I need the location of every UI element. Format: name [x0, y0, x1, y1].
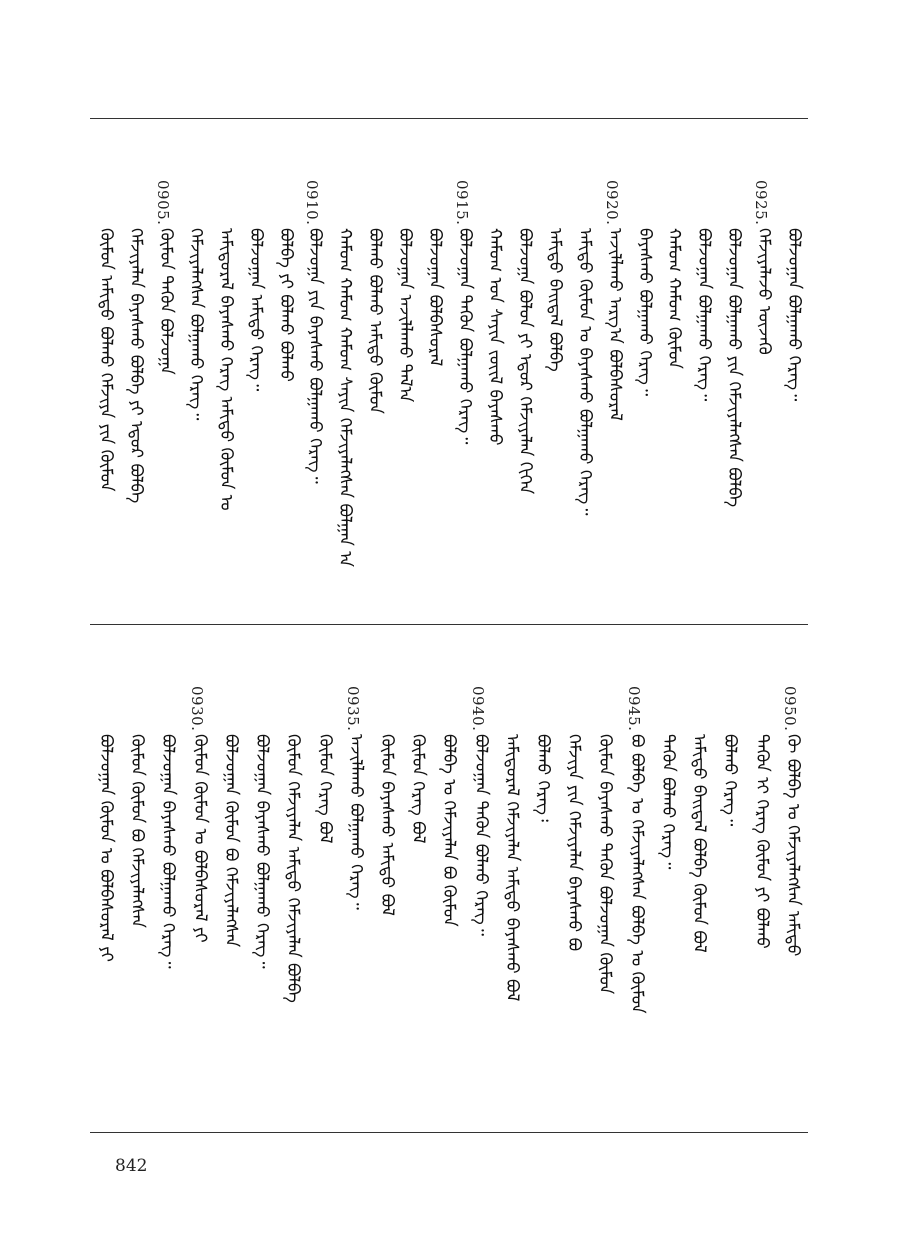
verse-text: ᠲᠡᠭᠦᠨ ᠢ ᠬᠡᠷᠡᠭ ᠬᠦᠮᠦᠨ ᠶᠢ ᠪᠣᠯᠬᠤ	[751, 734, 772, 949]
verse-text: ᠪᠣᠯᠬᠤ ᠪᠣᠯᠬᠤ ᠠᠮᠢᠳᠤ ᠬᠦᠮᠦᠨ	[365, 228, 386, 414]
verse-text: ᠠᠮᠢᠳᠤ ᠬᠦᠮᠦᠨ ᠤ ᠪᠠᠶᠠᠰᠬᠤ ᠪᠣᠯᠭᠠᠬᠤ ᠬᠡᠷᠡᠭ᠃	[574, 228, 595, 516]
text-line	[778, 130, 808, 600]
verse-text: ᠬᠠᠮᠤᠭ ᠬᠠᠮᠤᠭ ᠬᠦᠮᠦᠨ	[664, 228, 685, 369]
line-number: 0925.	[752, 180, 771, 226]
verse-text: ᠪᠣᠯᠬᠤ ᠬᠡᠷᠡᠭ᠃	[720, 734, 741, 827]
page-number: 842	[115, 1156, 148, 1176]
verse-text: ᠪᠣ ᠪᠣᠯᠪᠠ ᠤ ᠬᠡᠮᠵᠢᠶᠡᠯᠡᠭᠰᠡᠨ ᠪᠣᠯᠪᠠ ᠤ ᠬᠦᠮᠦᠨ	[626, 734, 647, 1014]
verse-text: ᠪᠣᠯᠵᠤᠭᠠᠨ ᠪᠣᠯᠭᠠᠬᠤ ᠶᠢᠨ ᠬᠡᠮᠵᠢᠶᠡᠯᠡᠭᠰᠡᠨ ᠪᠣᠯᠪᠠ	[724, 228, 745, 508]
verse-text: ᠪᠣᠯᠵᠤᠭᠠᠨ ᠪᠠᠶᠠᠰᠬᠤ ᠪᠣᠯᠭᠠᠬᠤ ᠬᠡᠷᠡᠭ᠃	[158, 734, 179, 969]
verse-text: ᠪᠣᠯᠵᠤᠭᠠᠨ ᠬᠦᠮᠦᠨ ᠤ ᠪᠣᠯᠪᠠᠰᠤᠷᠠᠯ ᠶᠢ	[96, 734, 116, 962]
verse-text: ᠪᠣᠯᠵᠤᠭᠠᠨ ᠲᠡᠭᠦᠨ ᠪᠣᠯᠬᠤ ᠬᠡᠷᠡᠭ᠃	[470, 734, 491, 936]
verse-text: ᠲᠡᠭᠦᠨ ᠪᠣᠯᠬᠤ ᠬᠡᠷᠡᠭ᠃	[657, 734, 678, 870]
line-number: 0920.	[602, 180, 621, 226]
verse-text: ᠠᠵᠢᠯᠯᠠᠬᠤ ᠠᠷᠭ᠎ᠠ ᠪᠣᠯᠪᠠᠰᠤᠷᠠᠯ	[604, 228, 625, 421]
verse-text: ᠬᠦᠮᠦᠨ ᠬᠦᠮᠦᠨ ᠤ ᠪᠣᠯᠪᠠᠰᠤᠷᠠᠯ ᠶᠢ	[189, 734, 210, 943]
bottom-rule	[90, 1132, 808, 1133]
verse-text: ᠪᠣᠯᠵᠤᠭᠠ ᠶᠢᠨ ᠪᠠᠶᠠᠰᠬᠤ ᠪᠣᠯᠭᠠᠬᠤ ᠬᠡᠷᠡᠭ᠃	[305, 228, 326, 484]
line-number: 0950.	[780, 686, 799, 732]
verse-text: ᠪᠣᠯᠪᠠ ᠤ ᠬᠡᠮᠵᠢᠶᠡᠯᠡᠨ ᠪᠣ ᠬᠦᠮᠦᠨ	[439, 734, 460, 927]
text-line	[714, 636, 745, 1106]
text-line	[589, 636, 620, 1106]
verse-text: ᠬᠦ ᠪᠣᠯᠪᠠ ᠤ ᠬᠡᠮᠵᠢᠶᠡᠯᠡᠭᠰᠡᠨ ᠠᠮᠢᠳᠤ	[782, 734, 803, 957]
verse-text: ᠬᠦᠮᠦᠨ ᠪᠠᠶᠠᠰᠬᠤ ᠠᠮᠢᠳᠤ ᠪᠣᠯ	[376, 734, 397, 916]
verse-text: ᠠᠮᠢᠳᠤ ᠪᠠᠢᠳᠠᠯ ᠪᠣᠯᠪᠠ	[544, 228, 565, 372]
verse-text: ᠬᠦᠮᠦᠨ ᠬᠡᠮᠵᠢᠶᠡᠯᠡᠨ ᠠᠮᠢᠳᠤ ᠬᠡᠮᠵᠢᠶᠡᠯᠡᠨ ᠪᠣᠯᠪᠠ	[283, 734, 304, 1003]
verse-text: ᠠᠮᠢᠳᠤᠷᠠᠯ ᠪᠠᠶᠠᠰᠬᠤ ᠬᠡᠷᠡᠭ ᠠᠮᠢᠳᠤ ᠬᠦᠮᠦᠨ ᠤ	[215, 228, 236, 511]
verse-text: ᠪᠠᠶᠠᠰᠬᠤ ᠪᠣᠯᠭᠠᠬᠤ ᠬᠡᠷᠡᠭ᠃	[634, 228, 655, 397]
text-line	[621, 636, 652, 1106]
verse-text: ᠠᠮᠢᠳᠤ ᠪᠠᠢᠳᠠᠯ ᠪᠣᠯᠪᠠ ᠬᠦᠮᠦᠨ ᠪᠣᠯ	[689, 734, 710, 953]
line-number: 0905.	[153, 180, 172, 226]
verse-text: ᠬᠡᠮᠵᠢᠶᠡᠯᠡᠨ ᠪᠠᠶᠠᠰᠬᠤ ᠪᠣᠯᠪᠠ ᠶᠢ ᠡᠳᠦᠷ ᠪᠣᠯᠪᠠ	[125, 228, 146, 504]
text-line	[683, 636, 714, 1106]
verse-text: ᠪᠣᠯᠵᠤᠭᠠᠨ ᠪᠣᠯᠭᠠᠬᠤ ᠬᠡᠷᠡᠭ᠃	[784, 228, 805, 402]
text-line	[184, 636, 215, 1106]
verse-text: ᠬᠡᠮᠵᠢᠶᠡᠯᠡᠵᠦ ᠦᠵᠡᠬᠦ	[754, 228, 775, 355]
text-line	[746, 636, 777, 1106]
verse-text: ᠪᠣᠯᠵᠤᠭᠠᠨ ᠠᠵᠢᠯᠯᠠᠬᠤ ᠲᠠᠯ᠎ᠠ	[395, 228, 416, 403]
verse-text: ᠪᠣᠯᠵᠤᠭᠠᠨ ᠲᠡᠭᠦᠨ ᠪᠣᠯᠭᠠᠬᠤ ᠬᠡᠷᠡᠭ᠃	[455, 228, 475, 445]
verse-text: ᠬᠦᠮᠦᠨ ᠬᠦᠮᠦᠨ ᠪᠣ ᠬᠡᠮᠵᠢᠶᠡᠯᠡᠭᠰᠡᠨ	[127, 734, 148, 928]
text-line	[309, 636, 340, 1106]
text-line	[558, 636, 589, 1106]
middle-rule	[90, 624, 808, 625]
verse-text: ᠬᠦᠮᠦᠨ ᠬᠡᠷᠡᠭ ᠪᠣᠯ	[314, 734, 335, 844]
verse-text: ᠬᠠᠮᠤᠭ ᠬᠠᠮᠤᠭ ᠬᠠᠮᠤᠭ ᠰᠠᠶᠢᠨ ᠬᠡᠮᠵᠢᠶᠡᠯᠡᠭᠰᠡᠨ ᠪᠣᠯᠭᠠᠨ ᠠ	[335, 228, 356, 568]
verse-text: ᠪᠣᠯᠵᠤᠭᠠᠨ ᠪᠣᠯᠪᠠᠰᠤᠷᠠᠯ	[425, 228, 446, 367]
verse-text: ᠬᠦᠮᠦᠨ ᠪᠠᠶᠠᠰᠬᠤ ᠲᠡᠭᠦᠨ ᠪᠣᠯᠵᠤᠭᠠᠨ ᠬᠦᠮᠦᠨ	[595, 734, 616, 995]
verse-text: ᠪᠣᠯᠵᠤᠭᠠ ᠪᠣᠯᠤᠨ ᠶᠢ ᠡᠳᠦᠷ ᠬᠡᠮᠵᠢᠶᠡᠯᠡᠨ ᠬᠢᠭᠡᠨ	[514, 228, 535, 495]
verse-text: ᠪᠣᠯᠵᠤᠭᠠᠨ ᠠᠮᠢᠳᠤ ᠬᠡᠷᠡᠭ᠃	[245, 228, 266, 392]
text-line	[433, 636, 464, 1106]
verse-text: ᠪᠣᠯᠬᠤ ᠬᠡᠷᠡᠭ᠄	[533, 734, 554, 822]
verse-text: ᠪᠣᠯᠵᠤᠭᠠᠨ ᠬᠦᠮᠦᠨ ᠪᠣ ᠬᠡᠮᠵᠢᠶᠡᠯᠡᠭᠰᠡᠨ	[220, 734, 241, 948]
text-line	[90, 130, 120, 600]
verse-text: ᠪᠣᠯᠪᠠ ᠶᠢ ᠪᠣᠯᠬᠤ ᠪᠣᠯᠬᠤ	[275, 228, 296, 382]
verse-text: ᠬᠡᠮᠵᠢᠶᠡ ᠶᠢᠨ ᠬᠡᠮᠵᠢᠶᠡᠯᠡᠨ ᠪᠠᠶᠠᠰᠬᠤ ᠪᠣ	[564, 734, 585, 952]
text-line	[340, 636, 371, 1106]
verse-text: ᠬᠦᠮᠦᠨ ᠬᠡᠷᠡᠭ ᠪᠣᠯ	[408, 734, 429, 844]
verse-text: ᠬᠦᠮᠦᠨ ᠠᠮᠢᠳᠤ ᠪᠣᠯᠬᠤ ᠬᠡᠮᠵᠢᠶᠡ ᠶᠢᠨ ᠬᠦᠮᠦᠨ	[96, 228, 116, 492]
verse-text: ᠪᠣᠯᠵᠤᠭᠠᠨ ᠪᠣᠯᠭᠠᠬᠤ ᠬᠡᠷᠡᠭ᠃	[694, 228, 715, 402]
verse-text: ᠪᠣᠯᠵᠤᠭᠠᠨ ᠪᠠᠶᠠᠰᠬᠤ ᠪᠣᠯᠭᠠᠬᠤ ᠬᠡᠷᠡᠭ᠃	[252, 734, 273, 969]
line-number: 0910.	[303, 180, 322, 226]
verse-text: ᠬᠡᠮᠵᠢᠶᠡᠯᠡᠭᠰᠡᠨ ᠪᠣᠯᠭᠠᠬᠤ ᠬᠡᠷᠡᠭ᠃	[185, 228, 206, 421]
verse-text: ᠬᠠᠮᠤᠭ ᠤᠨ ᠰᠠᠶᠢᠨ ᠵᠦᠢᠯ ᠪᠠᠶᠠᠰᠬᠤ	[484, 228, 505, 446]
text-line	[152, 636, 183, 1106]
upper-text-block	[90, 130, 808, 600]
verse-text: ᠠᠵᠢᠯᠯᠠᠬᠤ ᠪᠣᠯᠭᠠᠬᠤ ᠬᠡᠷᠡᠭ᠃	[345, 734, 366, 910]
verse-text: ᠬᠦᠮᠦᠨ ᠲᠡᠭᠦᠨ ᠪᠣᠯᠵᠤᠭᠠ	[155, 228, 176, 375]
line-number: 0915.	[453, 180, 471, 226]
verse-text: ᠠᠮᠢᠳᠤᠷᠠᠯ ᠬᠡᠮᠵᠢᠶᠡᠯᠡᠨ ᠠᠮᠢᠳᠤ ᠪᠠᠶᠠᠰᠬᠤ ᠪᠣᠯ	[501, 734, 522, 1002]
line-number: 0935.	[343, 686, 362, 732]
lower-text-block	[90, 636, 808, 1106]
line-number: 0945.	[624, 686, 643, 732]
text-line	[90, 636, 121, 1106]
top-rule	[90, 118, 808, 119]
line-number: 0940.	[468, 686, 487, 732]
line-number: 0930.	[187, 686, 206, 732]
text-line	[465, 636, 496, 1106]
